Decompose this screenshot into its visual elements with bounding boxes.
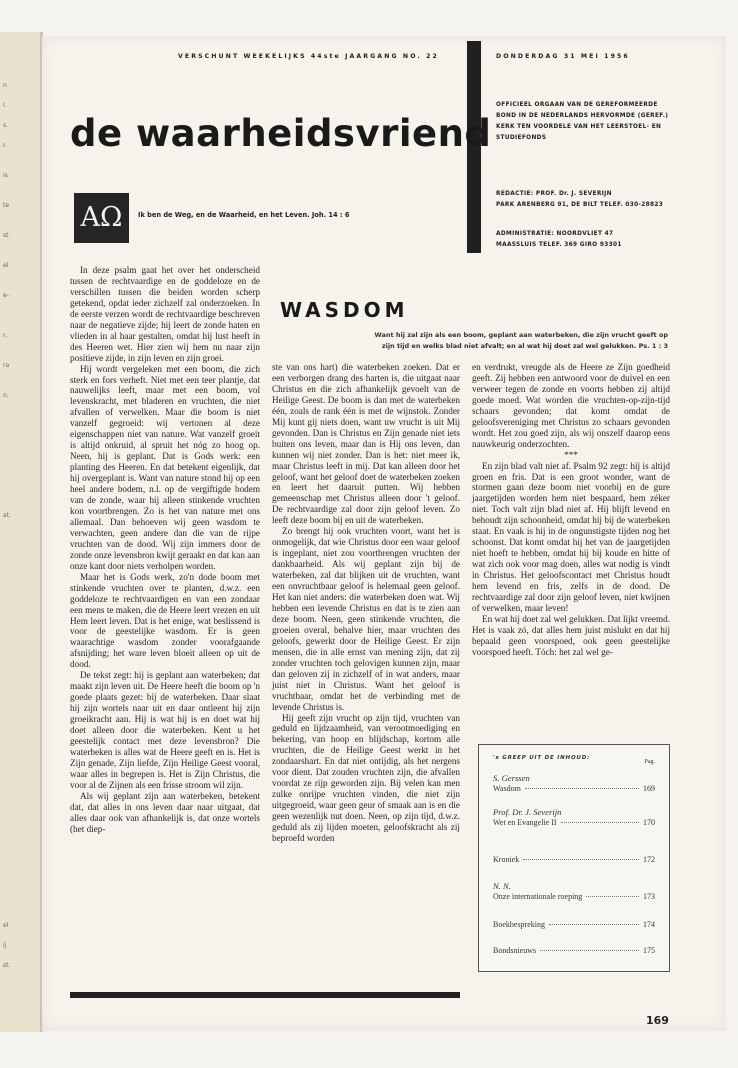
alpha-omega-logo: ΑΩ [74,193,129,243]
article-verse: Want hij zal zijn als een boom, geplant aan waterbeken, die zijn vrucht geeft op zijn tijd en welks blad niet afvalt; en al wat hij doet zal wel gelukken. Ps. 1 : 3 [374,331,668,350]
toc-entry[interactable]: S. Gerssen Wasdom 169 [493,773,655,793]
page-number: 169 [646,1014,669,1027]
motto: Ik ben de Weg, en de Waarheid, en het Leven. Joh. 14 : 6 [138,211,350,219]
contents-heading: 's GREEP UIT DE INHOUD: [493,755,591,761]
toc-entry[interactable]: Prof. Dr. J. Severijn Wet en Evangelie II 170 [493,807,655,827]
toc-entry[interactable]: N. N. Onze internationale roeping 173 [493,881,655,901]
issue-date: DONDERDAG 31 MEI 1956 [496,53,630,60]
bottom-rule [70,992,460,998]
toc-entry[interactable]: Boekbespreking 174 [493,920,655,929]
article-column-1: In deze psalm gaat het over het onderscheid tussen de rechtvaardige en de goddeloze en de verschillen tussen die beiden worden scherp getekend, opdat ieder zichzelf zal onderzoeken. In de eerste verzen wordt de rechtvaardige beschreven naar de negatieve zijde; hij leert de zonde haten en vlieden in al haar gestalten, omdat hij lust heeft in des Heeren wet. Hier zien wij hem nu naar zijn positieve zijde, in zijn leven en zijn groei. Hij wordt vergeleken met een boom, die zich sterk en fors verheft. Niet met een teer plantje, dat nauwelijks leeft, maar met een boom, vol levenskracht, met bladeren en vruchten, die niet afvallen of verwelken. Maar die boom is niet vanzelf gegroeid: wij vertonen al deze eigenschappen niet van nature. Wat vanzelf groeit is altijd onkruid, al spruit het nóg zo hoog op. Neen, hij is geplant. Dat is Gods werk: een planting des Heeren. En dat betekent eigenlijk, dat hij overgeplant is. Want van nature stond hij op een heel andere bodem, n.l. op de vergiftigde bodem van de zonde, waar hij alleen stinkende vruchten kon voortbrengen. Zo is het van nature met ons allemaal. Dan behoeven wij geen wasdom te verwachten, geen andere dan die van de rijpe vruchten van de dood. Wij zijn immers door de zonde onze levensbron kwijt geraakt en dat kan aan onze kant door niets verholpen worden. Maar het is Gods werk, zo'n dode boom met stinkende vruchten over te planten, d.w.z. een goddeloze te rechtvaardigen en van een zondaar een mens te maken, die de Heere leert vrezen en uit Hem leert leven. Dat is het enige, wat beslissend is voor de geestelijke wasdom. Er is geen waarachtige wasdom zonder voorafgaande afsnijding; het ware leven bloeit alleen op uit de dood. De tekst zegt: hij is geplant aan waterbeken; dat maakt zijn leven uit. De Heere heeft die boom op 'n goede plaats gezet: bij de waterbeken. Daar slaat hij zijn wortels naar uit en daar ontleent hij zijn groeikracht aan. Hij is wat hij is en doet wat hij doet alleen door die waterbeken. Kent u het geestelijk contact met deze levensbron? Die waterbeken is alles wat de Heere geeft en is. Het is Zijn genade, Zijn liefde, Zijn Heilige Geest vooral, waar alles in begrepen is. Het is Zijn Christus, die voor al de Zijnen als een frisse stroom wil zijn. Als wij geplant zijn aan waterbeken, betekent dat, dat alles in ons leven daar naar uitgaat, dat alles daar ook van afhankelijk is, dat onze wortels (het diep- [70,265,260,834]
newspaper-title: de waarheidsvriend [70,112,492,155]
edition-info: VERSCHUNT WEEKELIJKS 44ste JAARGANG NO. 22 [178,53,439,60]
article-column-3: en verdrukt, vreugde als de Heere ze Zijn goedheid geeft. Zij hebben een antwoord voor de duivel en een verweer tegen de zonde en voorts hebben zij altijd goede moed. Wat worden die vruchten-op-zijn-tijd schaars gevonden; dat komt omdat de geloofsvereniging met Christus zo schaars gevonden wordt. Het zou goed zijn, als wij onszelf daarop eens nauwkeurig onderzochten. *** En zijn blad valt niet af. Psalm 92 zegt: hij is altijd groen en fris. Dat is een groot wonder, want de stormen gaan deze boom niet voorbij en de gure jaargetijden worden hem niet bespaard, hem zéker niet. Toch valt zijn blad niet af. Hij blijft levend en behoudt zijn schoonheid, omdat hij bij de waterbeken staat. En vaak is hij in de ongunstigste tijden nog het schoonst. Dat komt omdat hij het van de jaargetijden niet hoeft te hebben, omdat hij bij koude en hitte of wat zich ook voor mag doen, alles wat nodig is vindt in Christus. Het geloofscontact met Christus houdt hem levend en fris, zelfs in de dood. De rechtvaardige zal door zijn geloof leven, niet kwijnen of verwelken, maar leven! En wat hij doet zal wel gelukken. Dat lijkt vreemd. Het is vaak zó, dat alles hem juist mislukt en dat hij bepaald geen voorspoed, ook geen geestelijke voorspoed heeft. Tóch: het zal wel ge- [472,362,670,657]
contents-box [478,744,670,972]
toc-entry[interactable]: Kroniek 172 [493,855,655,864]
official-organ: OFFICIEEL ORGAAN VAN DE GEREFORMEERDE BOND IN DE NEDERLANDS HERVORMDE (GEREF.) KERK TEN VOORDELE VAN HET LEERSTOEL- EN STUDIEFONDS [496,102,669,141]
newspaper-page [42,36,726,1031]
administration-info: ADMINISTRATIE: NOORDVLIET 47 MAASSLUIS TELEF. 369 GIRO 93301 [496,231,622,248]
section-separator: *** [564,449,578,460]
editorial-info: REDACTIE: PROF. Dr. J. SEVERIJN PARK ARENBERG 91, DE BILT TELEF. 030-28823 [496,191,664,208]
article-column-2: ste van ons hart) die waterbeken zoeken. Dat er een verborgen drang des harten is, die uitgaat naar Christus en die zich afhankelijk gevoelt van de Heilige Geest. De boom is dan met de waterbeken één, zoals de rank één is met de wijnstok. Zonder Mij kunt gij niets doen, want uw vrucht is uit Mij gevonden. Dan is Christus en Zijn genade niet iets buiten ons leven, maar dan is Hij ons leven, dan kunnen wij niet zonder. Dan is het: niet meer ik, maar Christus leeft in mij. Dat kan alleen door het geloof, want het geloof doet de waterbeken zoeken en leert het daaruit putten. Wij hebben gemeenschap met Christus alleen door 't geloof. De rechtvaardige zal door zijn geloof leven. Zo leeft deze boom bij en uit de waterbeken. Zo brengt hij ook vruchten voort, want het is onmogelijk, dat wie Christus door een waar geloof is ingeplant, niet zou voortbrengen vruchten der dankbaarheid. Als wij geplant zijn bij de waterbeken, zal dat blijken uit de vruchten, want een onvruchtbaar geloof is helemaal geen geloof. Het kan niet anders: die waterbeken doen wat. Wij hebben een levende Christus en dat is te zien aan deze boom. Neen, geen stinkende vruchten, die groeien overal, behalve hier, maar vruchten des geloofs, gewerkt door de Heilige Geest. Er zijn mensen, die in alle ernst van mening zijn, dat zij zonder vruchten toch gelovigen kunnen zijn, maar dan geloven zij in zichzelf of in wat anders, maar juist niet in Christus. Want het geloof is vruchtbaar, omdat het de verbinding met de levende Christus is. Hij geeft zijn vrucht op zijn tijd, vruchten van geduld en lijdzaamheid, van verootmoediging en bekering, van hoop en blijdschap, kortom alle vruchten, die de Heilige Geest werkt in het zondaarshart. En dat niet ontijdig, als het nergens voor dient. Dat zouden vruchten zijn, die afvallen voordat ze rijp geworden zijn. Bij velen kan men zulke onrijpe vruchten vinden, die niet zijn uitgegroeid, waar geen geur of smaak aan is en die geen wezenlijk nut doen. Neen, op zijn tijd, d.w.z. geduld als zij lijden moeten, geloofskracht als zij beproefd worden [272,362,460,843]
article-title: WASDOM [280,298,409,322]
contents-page-label: Pag. [644,759,655,765]
toc-entry[interactable]: Bondsnieuws 175 [493,946,655,955]
previous-page-edge: n l. s. r. is te st el e- r, ra n. at. el ij st. [0,32,43,1032]
